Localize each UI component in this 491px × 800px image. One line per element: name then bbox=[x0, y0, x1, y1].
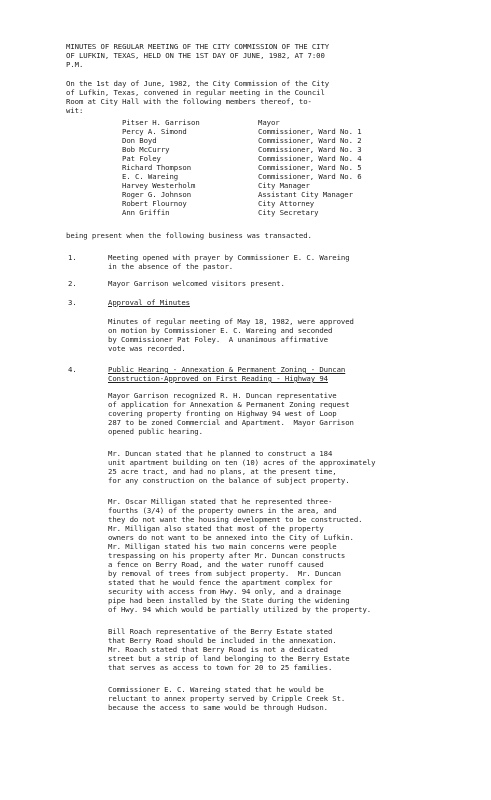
item-3-heading: Approval of Minutes bbox=[108, 298, 190, 307]
member-name: Bob McCurry bbox=[122, 145, 170, 154]
member-title: Mayor bbox=[258, 118, 280, 127]
member-name: Harvey Westerholm bbox=[122, 181, 196, 190]
member-title: City Manager bbox=[258, 181, 310, 190]
title-line-2: OF LUFKIN, TEXAS, HELD ON THE 1ST DAY OF JUNE, 1982, AT 7:00 bbox=[66, 51, 325, 60]
member-title: Commissioner, Ward No. 3 bbox=[258, 145, 362, 154]
member-name: Pat Foley bbox=[122, 154, 161, 163]
intro-line-4: wit: bbox=[66, 106, 84, 115]
intro-line-3: Room at City Hall with the following members thereof, to- bbox=[66, 97, 312, 106]
item-3-line-2: on motion by Commissioner E. C. Wareing and seconded bbox=[108, 326, 333, 335]
item-4-p3-line: owners do not want to be annexed into the City of Lufkin. bbox=[108, 533, 354, 542]
member-name: Roger G. Johnson bbox=[122, 190, 192, 199]
member-name: Pitser H. Garrison bbox=[122, 118, 200, 127]
item-3-line-1: Minutes of regular meeting of May 18, 1982, were approved bbox=[108, 317, 354, 326]
member-title: Assistant City Manager bbox=[258, 190, 353, 199]
item-4-p3-line: Mr. Milligan stated his two main concerns were people bbox=[108, 542, 337, 551]
item-4-p2-line: Mr. Duncan stated that he planned to construct a 184 bbox=[108, 449, 333, 458]
item-4-p1-line: of application for Annexation & Permanent Zoning request bbox=[108, 400, 350, 409]
member-title: Commissioner, Ward No. 4 bbox=[258, 154, 362, 163]
member-name: Ann Griffin bbox=[122, 208, 170, 217]
item-4-p5-line: reluctant to annex property served by Cripple Creek St. bbox=[108, 694, 346, 703]
item-4-p3-line: they do not want the housing development to be constructed. bbox=[108, 515, 363, 524]
item-4-p3-line: by removal of trees from subject property. Mr. Duncan bbox=[108, 569, 341, 578]
item-3-line-4: vote was recorded. bbox=[108, 344, 186, 353]
item-4-p3-line: trespassing on his property after Mr. Duncan constructs bbox=[108, 551, 346, 560]
member-name: Don Boyd bbox=[122, 136, 157, 145]
item-2-line-1: Mayor Garrison welcomed visitors present. bbox=[108, 279, 285, 288]
intro-line-2: of Lufkin, Texas, convened in regular meeting in the Council bbox=[66, 88, 325, 97]
item-1-line-2: in the absence of the pastor. bbox=[108, 262, 234, 271]
item-4-p3-line: Mr. Oscar Milligan stated that he represented three- bbox=[108, 497, 333, 506]
intro-line-1: On the 1st day of June, 1982, the City Commission of the City bbox=[66, 79, 330, 88]
item-1-line-1: Meeting opened with prayer by Commissioner E. C. Wareing bbox=[108, 253, 350, 262]
item-number: 1. bbox=[68, 253, 77, 262]
item-4-p4-line: street but a strip of land belonging to the Berry Estate bbox=[108, 654, 350, 663]
item-4-p4-line: Mr. Roach stated that Berry Road is not a dedicated bbox=[108, 645, 328, 654]
item-4-heading-line-2: Construction-Approved on First Reading - Highway 94 bbox=[108, 374, 328, 383]
member-name: E. C. Wareing bbox=[122, 172, 179, 181]
member-title: Commissioner, Ward No. 5 bbox=[258, 163, 362, 172]
item-number: 2. bbox=[68, 279, 77, 288]
item-4-p3-line: security with access from Hwy. 94 only, and a drainage bbox=[108, 587, 341, 596]
item-4-p4-line: that Berry Road should be included in the annexation. bbox=[108, 636, 337, 645]
member-title: City Secretary bbox=[258, 208, 319, 217]
item-4-p5-line: because the access to same would be through Hudson. bbox=[108, 703, 328, 712]
title-line-1: MINUTES OF REGULAR MEETING OF THE CITY COMMISSION OF THE CITY bbox=[66, 42, 330, 51]
item-4-p1-line: Mayor Garrison recognized R. H. Duncan representative bbox=[108, 391, 337, 400]
item-4-p3-line: of Hwy. 94 which would be partially utilized by the property. bbox=[108, 605, 372, 614]
item-4-p3-line: a fence on Berry Road, and the water runoff caused bbox=[108, 560, 324, 569]
item-number: 4. bbox=[68, 365, 77, 374]
item-4-p4-line: Bill Roach representative of the Berry Estate stated bbox=[108, 627, 333, 636]
member-name: Robert Flournoy bbox=[122, 199, 187, 208]
member-title: Commissioner, Ward No. 2 bbox=[258, 136, 362, 145]
item-4-p4-line: that serves as access to town for 20 to 25 families. bbox=[108, 663, 333, 672]
item-3-line-3: by Commissioner Pat Foley. A unanimous affirmative bbox=[108, 335, 328, 344]
member-title: Commissioner, Ward No. 6 bbox=[258, 172, 362, 181]
item-4-p2-line: 25 acre tract, and had no plans, at the present time, bbox=[108, 467, 337, 476]
item-4-heading-line-1: Public Hearing - Annexation & Permanent Zoning - Duncan bbox=[108, 365, 346, 374]
item-number: 3. bbox=[68, 298, 77, 307]
item-4-p1-line: 287 to be zoned Commercial and Apartment. Mayor Garrison bbox=[108, 418, 354, 427]
item-4-p3-line: Mr. Milligan also stated that most of the property bbox=[108, 524, 324, 533]
being-present-line: being present when the following business was transacted. bbox=[66, 231, 312, 240]
item-4-p1-line: covering property fronting on Highway 94 west of Loop bbox=[108, 409, 337, 418]
item-4-p5-line: Commissioner E. C. Wareing stated that he would be bbox=[108, 685, 324, 694]
item-4-p3-line: stated that he would fence the apartment complex for bbox=[108, 578, 333, 587]
item-4-p3-line: pipe had been installed by the State during the widening bbox=[108, 596, 350, 605]
member-name: Richard Thompson bbox=[122, 163, 192, 172]
item-4-p2-line: for any construction on the balance of subject property. bbox=[108, 476, 350, 485]
item-4-p3-line: fourths (3/4) of the property owners in the area, and bbox=[108, 506, 337, 515]
item-4-p2-line: unit apartment building on ten (10) acres of the approximately bbox=[108, 458, 376, 467]
member-name: Percy A. Simond bbox=[122, 127, 187, 136]
item-4-p1-line: opened public hearing. bbox=[108, 427, 203, 436]
title-line-3: P.M. bbox=[66, 60, 84, 69]
member-title: City Attorney bbox=[258, 199, 315, 208]
member-title: Commissioner, Ward No. 1 bbox=[258, 127, 362, 136]
